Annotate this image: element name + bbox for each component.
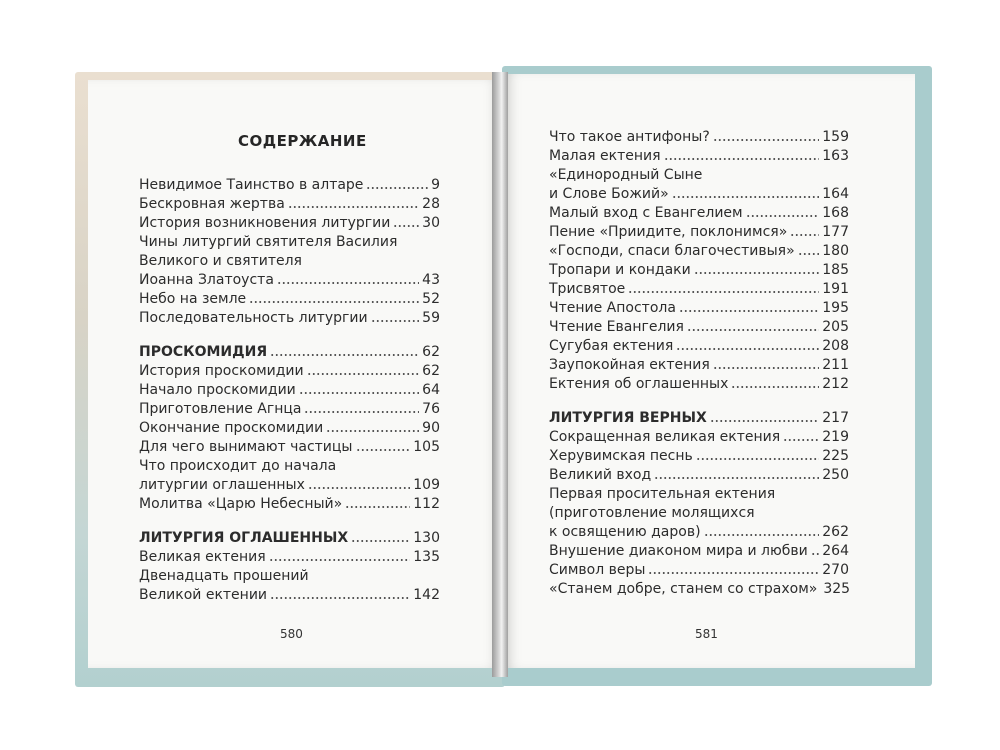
page-number-left: 580 <box>280 627 303 641</box>
toc-entry-title: Ектения об оглашенных <box>549 376 729 392</box>
toc-entry-title: Сугубая ектения <box>549 338 674 354</box>
toc-entry-title: «Господи, спаси благочестивыя» <box>549 243 795 259</box>
toc-entry <box>549 542 849 561</box>
toc-page-number: 76 <box>422 401 440 417</box>
toc-entry-title: Символ веры <box>549 562 646 578</box>
dot-leader <box>687 328 819 332</box>
toc-entry-title: Заупокойная ектения <box>549 357 710 373</box>
toc-entry-title: Херувимская песнь <box>549 448 693 464</box>
toc-entry-line: Двенадцать прошений <box>139 568 309 584</box>
toc-entry-line: Великого и святителя <box>139 253 302 269</box>
toc-page-number: 163 <box>822 148 849 164</box>
toc-entry-title: Окончание проскомидии <box>139 420 324 436</box>
toc-entry-title: Сокращенная великая ектения <box>549 429 781 445</box>
dot-leader <box>783 438 819 442</box>
dot-leader <box>672 195 820 199</box>
toc-page-number: 191 <box>822 281 849 297</box>
dot-leader <box>371 319 420 323</box>
toc-entry <box>549 147 849 166</box>
toc-left <box>139 176 440 605</box>
toc-page-number: 109 <box>413 477 440 493</box>
toc-page-number: 262 <box>822 524 849 540</box>
page-number-right: 581 <box>695 627 718 641</box>
toc-entry <box>549 428 849 447</box>
toc-entry <box>139 419 440 438</box>
toc-entry <box>139 176 440 195</box>
toc-entry-title: Молитва «Царю Небесный» <box>139 496 343 512</box>
section-gap <box>549 394 849 409</box>
toc-entry-title: и Слове Божий» <box>549 186 669 202</box>
toc-entry-title: Чтение Апостола <box>549 300 676 316</box>
toc-page-number: 208 <box>822 338 849 354</box>
toc-entry <box>549 356 849 375</box>
toc-entry <box>549 299 849 318</box>
toc-entry <box>139 495 440 514</box>
toc-section-heading <box>549 409 849 428</box>
dot-leader <box>679 309 819 313</box>
toc-entry-title: «Станем добре, станем со страхом» <box>549 581 818 597</box>
toc-entry <box>549 375 849 394</box>
toc-page-number: 250 <box>822 467 849 483</box>
dot-leader <box>696 457 820 461</box>
toc-page-number: 43 <box>422 272 440 288</box>
toc-entry-title: Тропари и кондаки <box>549 262 691 278</box>
dot-leader <box>811 552 820 556</box>
toc-entry <box>549 466 849 485</box>
toc-page-number: 142 <box>413 587 440 603</box>
contents-heading: СОДЕРЖАНИЕ <box>238 132 367 150</box>
toc-entry-title: Малый вход с Евангелием <box>549 205 743 221</box>
toc-page-number: 9 <box>431 177 440 193</box>
toc-entry <box>549 561 849 580</box>
dot-leader <box>676 347 819 351</box>
dot-leader <box>654 476 819 480</box>
toc-page-number: 185 <box>822 262 849 278</box>
toc-entry-title: Великий вход <box>549 467 652 483</box>
toc-entry-title: Иоанна Златоуста <box>139 272 274 288</box>
toc-entry <box>139 438 440 457</box>
toc-page-number: 264 <box>822 543 849 559</box>
toc-page-number: 164 <box>822 186 849 202</box>
toc-entry-title: Внушение диаконом мира и любви <box>549 543 808 559</box>
dot-leader <box>351 539 410 543</box>
toc-entry-line: Первая просительная ектения <box>549 486 776 502</box>
toc-entry-line: «Единородный Сыне <box>549 167 703 183</box>
toc-entry <box>549 337 849 356</box>
toc-page-number: 52 <box>422 291 440 307</box>
dot-leader <box>713 138 820 142</box>
dot-leader <box>694 271 820 275</box>
toc-right <box>549 128 849 599</box>
toc-page-number: 225 <box>822 448 849 464</box>
dot-leader <box>366 186 428 190</box>
dot-leader <box>270 596 410 600</box>
toc-entry <box>139 309 440 328</box>
toc-entry-title: Небо на земле <box>139 291 247 307</box>
toc-page-number: 212 <box>822 376 849 392</box>
toc-entry <box>549 580 849 599</box>
dot-leader <box>628 290 819 294</box>
toc-page-number: 62 <box>422 344 440 360</box>
toc-entry <box>549 185 849 204</box>
toc-entry <box>549 204 849 223</box>
dot-leader <box>393 224 419 228</box>
toc-page-number: 28 <box>422 196 440 212</box>
dot-leader <box>277 281 419 285</box>
toc-entry <box>549 447 849 466</box>
toc-entry <box>139 271 440 290</box>
toc-entry <box>139 476 440 495</box>
toc-page-number: 62 <box>422 363 440 379</box>
toc-page-number: 112 <box>413 496 440 512</box>
dot-leader <box>299 391 419 395</box>
toc-entry <box>549 523 849 542</box>
toc-entry <box>549 280 849 299</box>
toc-entry <box>139 290 440 309</box>
toc-entry-title: ЛИТУРГИЯ ОГЛАШЕННЫХ <box>139 530 349 546</box>
toc-section-heading <box>139 529 440 548</box>
toc-page-number: 177 <box>822 224 849 240</box>
toc-page-number: 219 <box>822 429 849 445</box>
toc-page-number: 205 <box>822 319 849 335</box>
dot-leader <box>269 558 411 562</box>
book-spine <box>492 72 508 677</box>
toc-page-number: 64 <box>422 382 440 398</box>
toc-entry <box>139 400 440 419</box>
dot-leader <box>790 233 819 237</box>
dot-leader <box>307 372 420 376</box>
dot-leader <box>326 429 419 433</box>
dot-leader <box>664 157 820 161</box>
toc-entry <box>549 242 849 261</box>
section-gap <box>139 514 440 529</box>
toc-page-number: 90 <box>422 420 440 436</box>
dot-leader <box>746 214 820 218</box>
toc-entry-title: Великая ектения <box>139 549 266 565</box>
toc-entry-title: Чтение Евангелия <box>549 319 684 335</box>
dot-leader <box>704 533 820 537</box>
toc-page-number: 159 <box>822 129 849 145</box>
toc-page-number: 180 <box>822 243 849 259</box>
toc-entry <box>139 214 440 233</box>
dot-leader <box>304 410 419 414</box>
dot-leader <box>345 505 410 509</box>
toc-page-number: 211 <box>822 357 849 373</box>
toc-entry-title: История проскомидии <box>139 363 304 379</box>
toc-entry-title: Бескровная жертва <box>139 196 285 212</box>
toc-entry-title: Трисвятое <box>549 281 626 297</box>
toc-entry-title: Малая ектения <box>549 148 661 164</box>
dot-leader <box>731 385 819 389</box>
toc-entry-title: Пение «Приидите, поклонимся» <box>549 224 788 240</box>
dot-leader <box>288 205 419 209</box>
toc-page-number: 270 <box>822 562 849 578</box>
toc-page-number: 168 <box>822 205 849 221</box>
dot-leader <box>798 252 820 256</box>
toc-entry-title: Приготовление Агнца <box>139 401 302 417</box>
toc-entry-title: Невидимое Таинство в алтаре <box>139 177 364 193</box>
toc-entry <box>549 318 849 337</box>
toc-entry-title: литургии оглашенных <box>139 477 305 493</box>
dot-leader <box>249 300 419 304</box>
toc-entry <box>139 195 440 214</box>
toc-section-heading <box>139 343 440 362</box>
toc-entry-title: История возникновения литургии <box>139 215 391 231</box>
toc-entry <box>139 548 440 567</box>
dot-leader <box>648 571 819 575</box>
toc-page-number: 325 <box>823 581 851 597</box>
toc-entry <box>139 381 440 400</box>
toc-entry-title: Начало проскомидии <box>139 382 296 398</box>
toc-entry <box>139 586 440 605</box>
toc-entry-title: Великой ектении <box>139 587 268 603</box>
toc-page-number: 30 <box>422 215 440 231</box>
dot-leader <box>270 353 419 357</box>
toc-entry-line: Чины литургий святителя Василия <box>139 234 398 250</box>
section-gap <box>139 328 440 343</box>
toc-page-number: 59 <box>422 310 440 326</box>
toc-entry-title: ЛИТУРГИЯ ВЕРНЫХ <box>549 410 707 426</box>
dot-leader <box>713 366 819 370</box>
dot-leader <box>356 448 411 452</box>
toc-page-number: 217 <box>822 410 849 426</box>
toc-entry-title: Последовательность литургии <box>139 310 368 326</box>
toc-page-number: 105 <box>413 439 440 455</box>
toc-page-number: 130 <box>413 530 440 546</box>
toc-entry-title: Для чего вынимают частицы <box>139 439 353 455</box>
toc-entry-line: Что происходит до начала <box>139 458 337 474</box>
toc-entry <box>549 261 849 280</box>
toc-entry <box>549 128 849 147</box>
toc-page-number: 135 <box>413 549 440 565</box>
dot-leader <box>710 419 820 423</box>
toc-page-number: 195 <box>822 300 849 316</box>
toc-entry-title: Что такое антифоны? <box>549 129 710 145</box>
toc-entry-title: ПРОСКОМИДИЯ <box>139 344 268 360</box>
toc-entry <box>549 223 849 242</box>
toc-entry-line: (приготовление молящихся <box>549 505 755 521</box>
toc-entry-title: к освящению даров) <box>549 524 701 540</box>
toc-entry <box>139 362 440 381</box>
dot-leader <box>308 486 410 490</box>
